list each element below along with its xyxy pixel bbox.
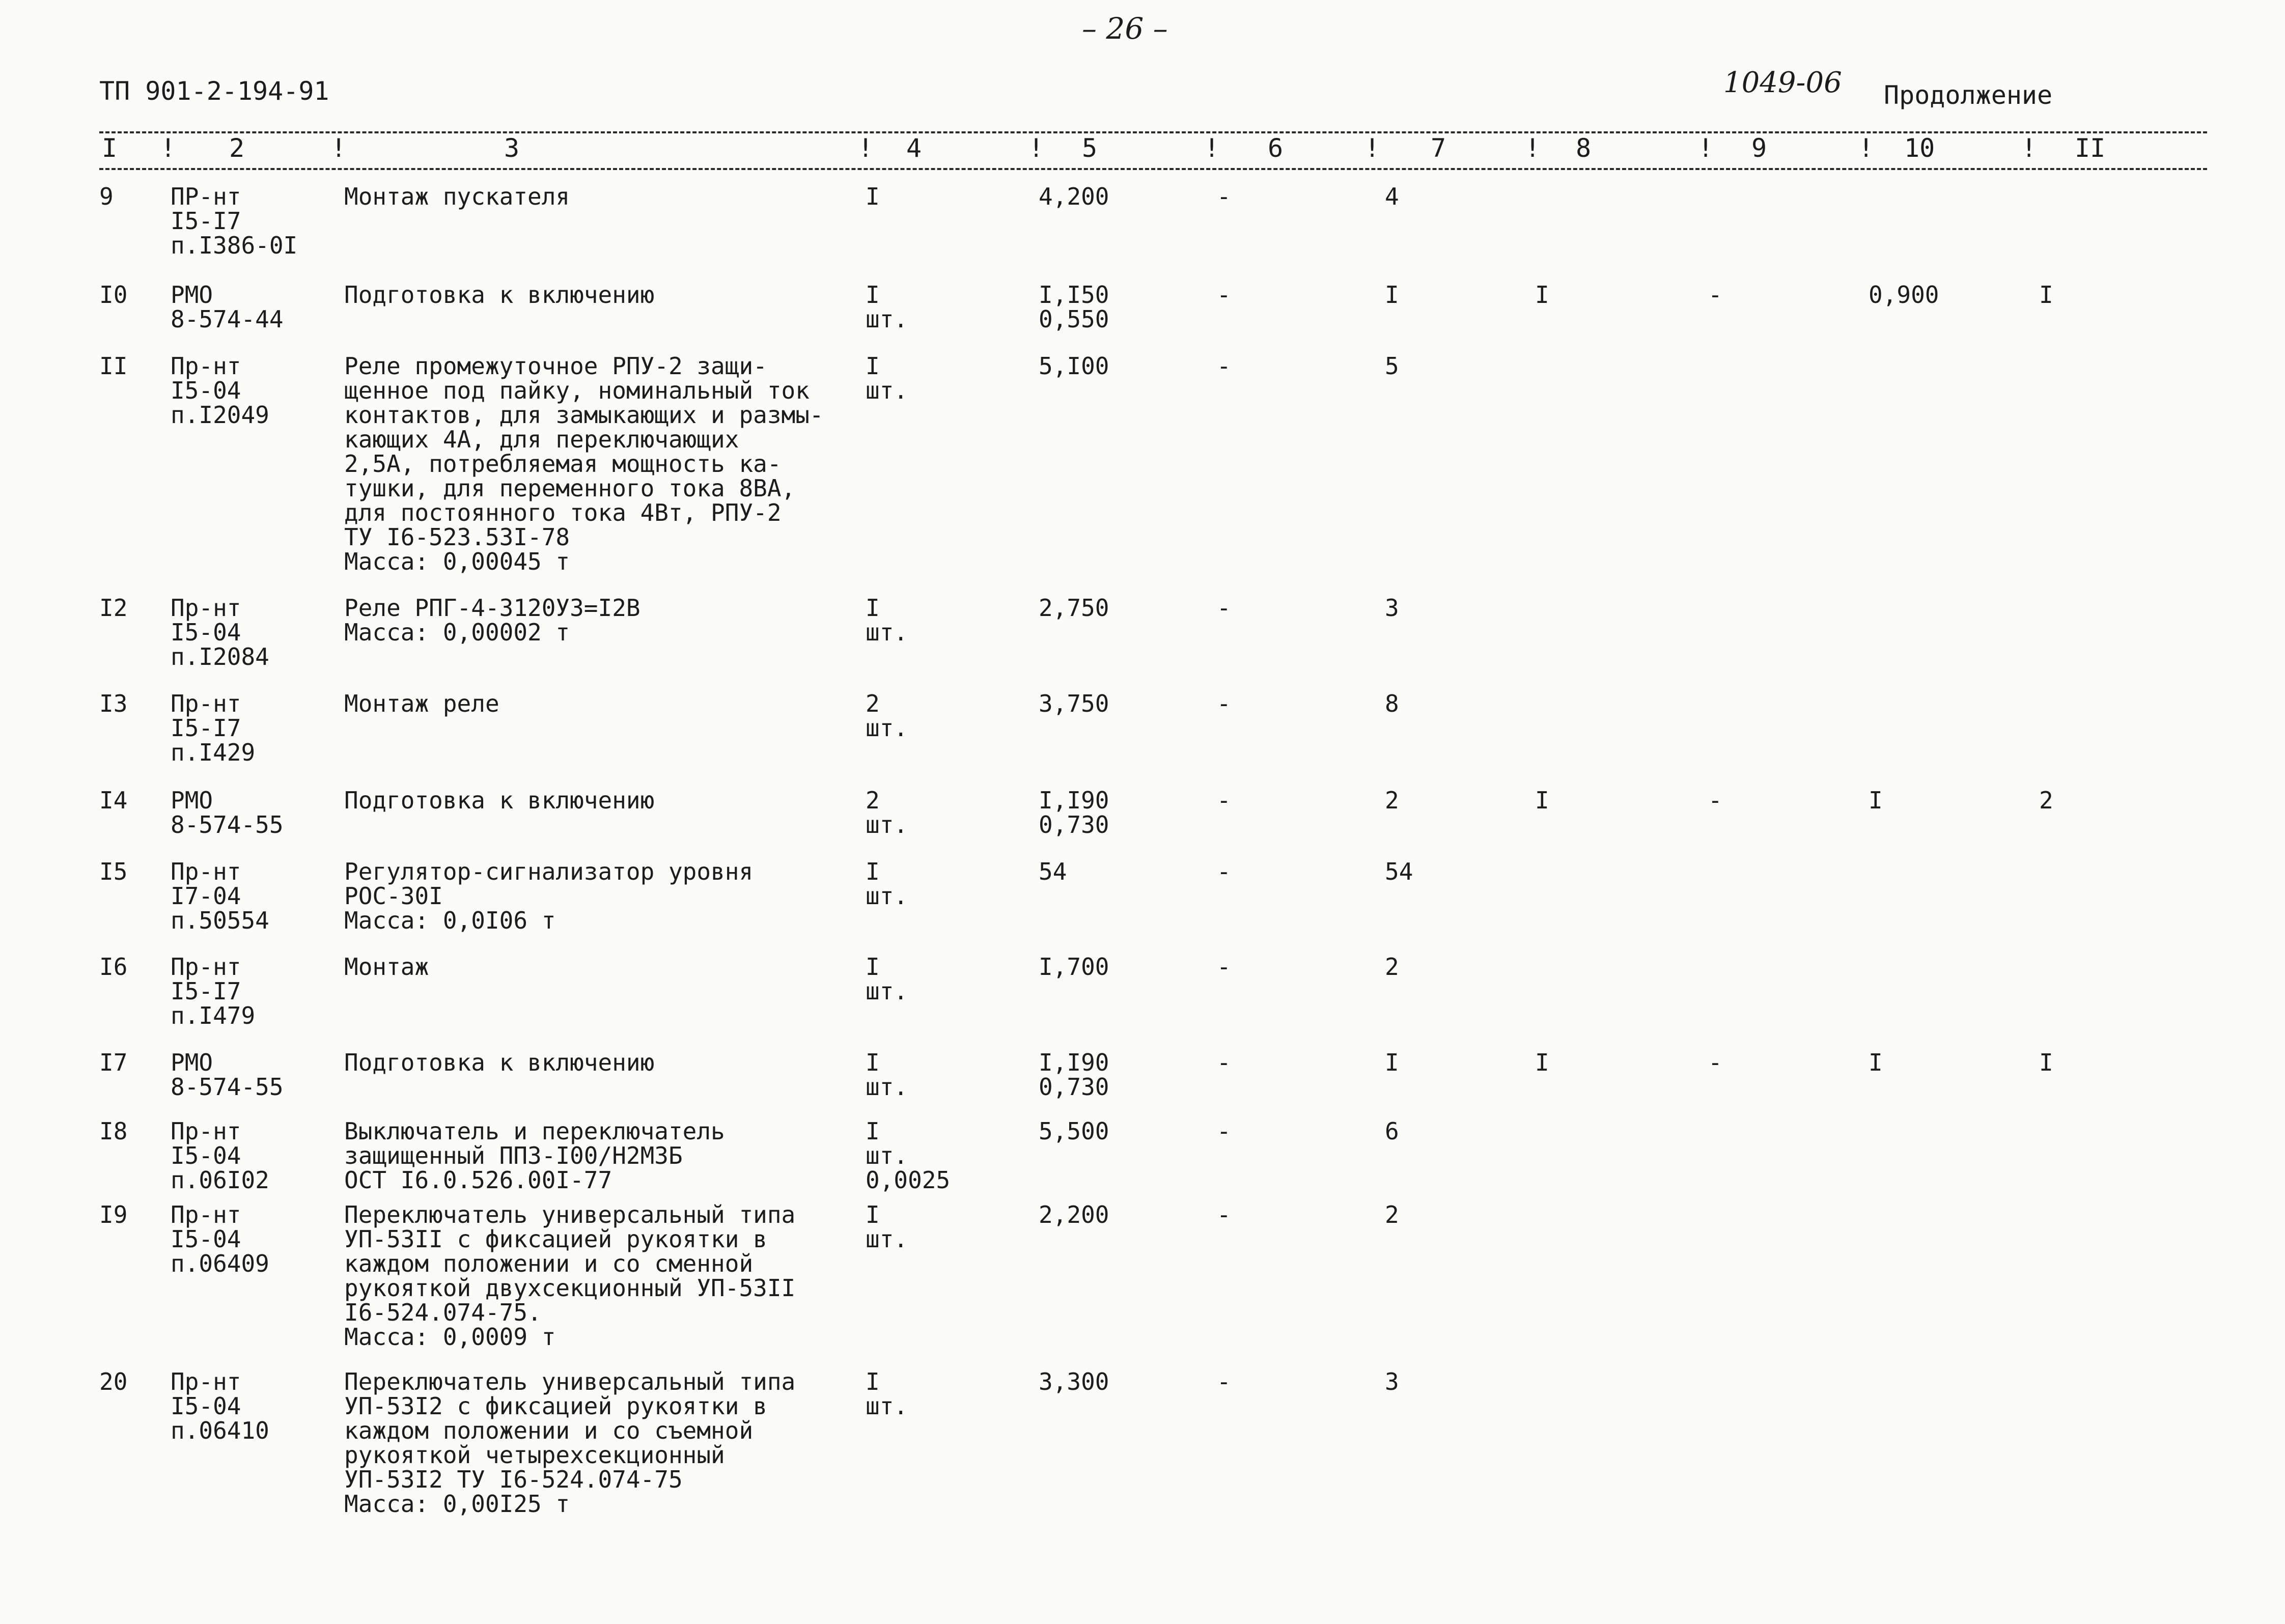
row-col7: 2 bbox=[1385, 787, 1399, 814]
row-col6: - bbox=[1217, 858, 1231, 885]
col-separator: ! bbox=[858, 133, 874, 163]
col-header-5: 5 bbox=[1082, 133, 1098, 163]
row-col9: - bbox=[1708, 281, 1722, 309]
col-separator: ! bbox=[1364, 133, 1380, 163]
row-code: Пр-нт I7-04 п.50554 bbox=[171, 858, 269, 934]
row-col8: I bbox=[1535, 787, 1549, 814]
row-col5: I,I90 0,730 bbox=[1039, 787, 1109, 838]
row-col10: 0,900 bbox=[1869, 281, 1939, 309]
row-col7: 2 bbox=[1385, 1201, 1399, 1228]
row-col5: 3,750 bbox=[1039, 690, 1109, 717]
row-col8: I bbox=[1535, 281, 1549, 309]
col-separator: ! bbox=[1858, 133, 1874, 163]
row-code: Пр-нт I5-04 п.06I02 bbox=[171, 1117, 269, 1194]
row-code: РМО 8-574-55 bbox=[171, 1049, 284, 1101]
row-col6: - bbox=[1217, 1049, 1231, 1076]
row-col7: 54 bbox=[1385, 858, 1413, 885]
row-description: Подготовка к включению bbox=[344, 281, 655, 309]
handwritten-note: 1049-06 bbox=[1723, 66, 1842, 99]
row-description: Переключатель универсальный типа УП-53II с фиксацией рукоятки в каждом положении и со сменной рукояткой двухсекционный УП-53II I6-524.074-75. Масса: 0,0009 т bbox=[344, 1201, 796, 1351]
row-quantity: I шт. bbox=[866, 594, 908, 646]
col-header-7: 7 bbox=[1431, 133, 1446, 163]
row-description: Регулятор-сигнализатор уровня РОС-30I Масса: 0,0I06 т bbox=[344, 858, 754, 934]
row-col5: 4,200 bbox=[1039, 183, 1109, 210]
row-col8: I bbox=[1535, 1049, 1549, 1076]
row-col6: - bbox=[1217, 787, 1231, 814]
col-header-2: 2 bbox=[229, 133, 245, 163]
col-separator: ! bbox=[2021, 133, 2037, 163]
row-description: Монтаж пускателя bbox=[344, 183, 570, 210]
row-col6: - bbox=[1217, 352, 1231, 380]
row-number: I7 bbox=[99, 1049, 128, 1076]
row-number: I0 bbox=[99, 281, 128, 309]
col-header-11: II bbox=[2075, 133, 2106, 163]
row-col11: I bbox=[2039, 281, 2053, 309]
row-number: I2 bbox=[99, 594, 128, 622]
row-col7: 6 bbox=[1385, 1117, 1399, 1145]
row-col10: I bbox=[1869, 1049, 1883, 1076]
row-col5: 5,500 bbox=[1039, 1117, 1109, 1145]
row-col9: - bbox=[1708, 1049, 1722, 1076]
row-quantity: I шт. 0,0025 bbox=[866, 1117, 951, 1194]
row-code: ПР-нт I5-I7 п.I386-0I bbox=[171, 183, 298, 259]
row-number: I3 bbox=[99, 690, 128, 717]
row-number: I5 bbox=[99, 858, 128, 885]
row-col7: 8 bbox=[1385, 690, 1399, 717]
col-separator: ! bbox=[331, 133, 347, 163]
row-col6: - bbox=[1217, 690, 1231, 717]
row-code: РМО 8-574-55 bbox=[171, 787, 284, 838]
row-col7: I bbox=[1385, 281, 1399, 309]
row-description: Выключатель и переключатель защищенный ППЗ-I00/Н2М3Б ОСТ I6.0.526.00I-77 bbox=[344, 1117, 725, 1194]
row-number: 20 bbox=[99, 1368, 128, 1395]
row-col5: 2,200 bbox=[1039, 1201, 1109, 1228]
row-quantity: I шт. bbox=[866, 1049, 908, 1101]
col-header-9: 9 bbox=[1751, 133, 1767, 163]
row-quantity: I шт. bbox=[866, 352, 908, 404]
row-col5: I,700 bbox=[1039, 953, 1109, 981]
row-quantity: I шт. bbox=[866, 1368, 908, 1420]
row-code: Пр-нт I5-04 п.06409 bbox=[171, 1201, 269, 1277]
continuation-label: Продолжение bbox=[1884, 80, 2053, 110]
header-bottom-rule bbox=[99, 168, 2207, 170]
row-number: II bbox=[99, 352, 128, 380]
row-col7: 3 bbox=[1385, 594, 1399, 622]
row-number: 9 bbox=[99, 183, 114, 210]
row-description: Реле промежуточное РПУ-2 защи- щенное под пайку, номинальный ток контактов, для замыкающих и размы- кающих 4А, для переключающих 2,5А, потребляемая мощность ка- тушки, для переменного тока 8ВА, для постоянного тока 4Вт, РПУ-2 ТУ I6-523.53I-78 Масса: 0,00045 т bbox=[344, 352, 824, 575]
col-header-1: I bbox=[102, 133, 118, 163]
document-code: ТП 901-2-194-91 bbox=[99, 76, 329, 106]
row-quantity: I шт. bbox=[866, 281, 908, 333]
row-code: Пр-нт I5-04 п.I2084 bbox=[171, 594, 269, 670]
row-description: Подготовка к включению bbox=[344, 1049, 655, 1076]
row-code: РМО 8-574-44 bbox=[171, 281, 284, 333]
row-code: Пр-нт I5-04 п.I2049 bbox=[171, 352, 269, 429]
row-description: Реле РПГ-4-3120У3=I2В Масса: 0,00002 т bbox=[344, 594, 640, 646]
row-quantity: I шт. bbox=[866, 1201, 908, 1253]
row-col6: - bbox=[1217, 1368, 1231, 1395]
row-number: I4 bbox=[99, 787, 128, 814]
col-separator: ! bbox=[1525, 133, 1541, 163]
row-quantity: 2 шт. bbox=[866, 787, 908, 838]
col-header-8: 8 bbox=[1576, 133, 1592, 163]
col-header-3: 3 bbox=[504, 133, 520, 163]
row-col7: I bbox=[1385, 1049, 1399, 1076]
col-separator: ! bbox=[160, 133, 176, 163]
row-col11: 2 bbox=[2039, 787, 2053, 814]
col-separator: ! bbox=[1698, 133, 1714, 163]
row-number: I6 bbox=[99, 953, 128, 981]
row-col7: 5 bbox=[1385, 352, 1399, 380]
col-header-6: 6 bbox=[1268, 133, 1284, 163]
row-code: Пр-нт I5-I7 п.I479 bbox=[171, 953, 256, 1029]
row-quantity: I шт. bbox=[866, 953, 908, 1005]
row-col10: I bbox=[1869, 787, 1883, 814]
row-quantity: I шт. bbox=[866, 858, 908, 910]
row-col5: 3,300 bbox=[1039, 1368, 1109, 1395]
row-col5: 5,I00 bbox=[1039, 352, 1109, 380]
row-col6: - bbox=[1217, 183, 1231, 210]
row-col6: - bbox=[1217, 594, 1231, 622]
row-quantity: I bbox=[866, 183, 880, 210]
header-top-rule bbox=[99, 131, 2207, 133]
row-col11: I bbox=[2039, 1049, 2053, 1076]
col-separator: ! bbox=[1028, 133, 1044, 163]
row-col5: I,I50 0,550 bbox=[1039, 281, 1109, 333]
row-col7: 3 bbox=[1385, 1368, 1399, 1395]
row-col7: 4 bbox=[1385, 183, 1399, 210]
row-col5: 2,750 bbox=[1039, 594, 1109, 622]
col-header-4: 4 bbox=[906, 133, 922, 163]
row-col6: - bbox=[1217, 1201, 1231, 1228]
row-description: Подготовка к включению bbox=[344, 787, 655, 814]
row-quantity: 2 шт. bbox=[866, 690, 908, 742]
row-col6: - bbox=[1217, 953, 1231, 981]
row-code: Пр-нт I5-04 п.06410 bbox=[171, 1368, 269, 1444]
row-number: I9 bbox=[99, 1201, 128, 1228]
row-col5: 54 bbox=[1039, 858, 1067, 885]
page-number: – 26 – bbox=[1082, 11, 1168, 46]
row-col9: - bbox=[1708, 787, 1722, 814]
col-header-10: 10 bbox=[1904, 133, 1935, 163]
row-number: I8 bbox=[99, 1117, 128, 1145]
row-col5: I,I90 0,730 bbox=[1039, 1049, 1109, 1101]
row-description: Монтаж bbox=[344, 953, 429, 981]
row-col6: - bbox=[1217, 1117, 1231, 1145]
row-code: Пр-нт I5-I7 п.I429 bbox=[171, 690, 256, 766]
row-col7: 2 bbox=[1385, 953, 1399, 981]
row-description: Монтаж реле bbox=[344, 690, 499, 717]
row-col6: - bbox=[1217, 281, 1231, 309]
col-separator: ! bbox=[1204, 133, 1220, 163]
row-description: Переключатель универсальный типа УП-53I2 с фиксацией рукоятки в каждом положении и со съемной рукояткой четырехсекционный УП-53I2 ТУ I6-524.074-75 Масса: 0,00I25 т bbox=[344, 1368, 796, 1518]
